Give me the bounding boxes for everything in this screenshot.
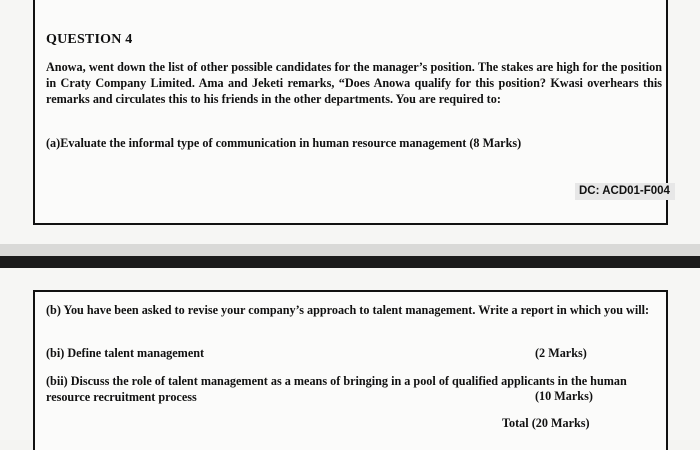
question-part-bi-marks: (2 Marks) bbox=[535, 346, 587, 360]
document-code-label: DC: ACD01-F004 bbox=[575, 183, 675, 200]
question-part-bii: (bii) Discuss the role of talent management as a means of bringing in a pool of qualified applicants in the human resource recruitment process bbox=[46, 374, 627, 404]
total-marks: Total (20 Marks) bbox=[502, 416, 590, 430]
question-part-a: (a)Evaluate the informal type of communication in human resource management (8 Marks) bbox=[46, 136, 522, 150]
question-part-b-intro: (b) You have been asked to revise your company’s approach to talent management. Write a report in which you will: bbox=[46, 303, 650, 317]
question-title: QUESTION 4 bbox=[46, 32, 133, 47]
question-scenario: Anowa, went down the list of other possible candidates for the manager’s position. The stakes are high for the position in Craty Company Limited. Ama and Jeketi remarks, “Does Anowa qualify for this position? Kwasi overhears this remarks and circulates this to his friends in the other departments. You are required to: bbox=[46, 60, 662, 107]
question-part-bi: (bi) Define talent management bbox=[46, 346, 205, 360]
page-gap bbox=[0, 244, 700, 256]
question-part-bii-marks: (10 Marks) bbox=[535, 389, 593, 403]
page-divider bbox=[0, 256, 700, 268]
